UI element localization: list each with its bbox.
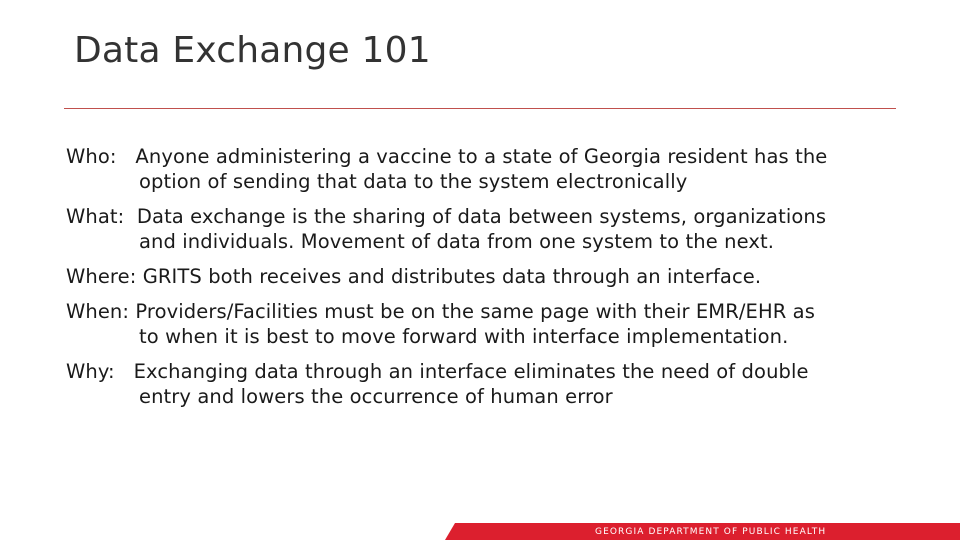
- slide-title: Data Exchange 101: [74, 30, 431, 71]
- list-item-when: [66, 299, 896, 349]
- content-list: [66, 144, 896, 419]
- list-item-where: [66, 264, 896, 289]
- when-line-2: to when it is best to move forward with interface implementation.: [139, 325, 789, 348]
- title-divider: [64, 108, 896, 109]
- who-line-2: option of sending that data to the system electronically: [139, 170, 688, 193]
- list-item-why: [66, 359, 896, 409]
- when-line-1: When: Providers/Facilities must be on the same page with their EMR/EHR as: [66, 300, 815, 323]
- where-line-1: Where: GRITS both receives and distributes data through an interface.: [66, 265, 762, 288]
- who-line-1: Who: Anyone administering a vaccine to a state of Georgia resident has the: [66, 145, 828, 168]
- list-item-who: [66, 144, 896, 194]
- what-line-1: What: Data exchange is the sharing of data between systems, organizations: [66, 205, 827, 228]
- list-item-what: [66, 204, 896, 254]
- why-line-1: Why: Exchanging data through an interface eliminates the need of double: [66, 360, 809, 383]
- why-line-2: entry and lowers the occurrence of human error: [139, 385, 613, 408]
- what-line-2: and individuals. Movement of data from one system to the next.: [139, 230, 775, 253]
- footer-organization: GEORGIA DEPARTMENT OF PUBLIC HEALTH: [595, 527, 827, 537]
